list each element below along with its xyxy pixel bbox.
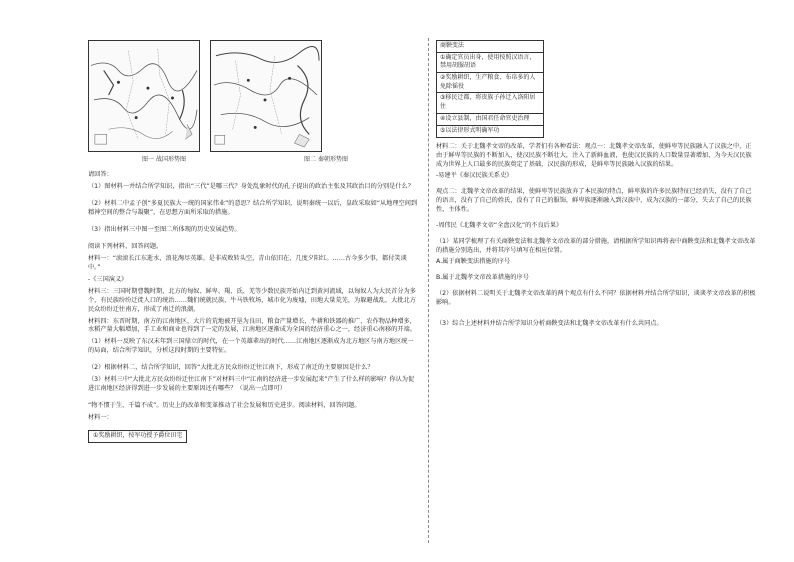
table-row: ⑤以法律形式明确军功 bbox=[437, 125, 543, 137]
material-poem: 材料一：“滚滚长江东逝水，浪花淘尽英雄。是非成败转头空，青山依旧在，几度夕阳红。……古今多少事，都付笑谈中。” bbox=[88, 254, 407, 271]
question-1: （1）图材料一并结合所学知识，指出“三代”是哪三代？身处乱象时代的孔子提出的政治主张及其政治目的分别是什么？ bbox=[88, 182, 414, 190]
table-row: ④设立县制，由国君任命官吏治理 bbox=[437, 113, 543, 125]
reading-instruction: 阅读下列材料，回答问题。 bbox=[88, 242, 163, 250]
source-2: -周伟民《北魏孝文帝“全盘汉化”的不良后果》 bbox=[436, 221, 563, 229]
qin-dynasty-map-drawing bbox=[211, 41, 321, 151]
table-row: ③移民迁都，将贵族子孙迁入洛阳居住 bbox=[437, 92, 543, 112]
material-4: 材料四：东晋时期，南方的江南地区，大片的荒地被开垦为良田，粮食产量增长，牛耕和铁器的推广，农作物品种增多，水稻产量大幅增加，手工业和商业也得到了一定的发展，江南地区逐渐成为全国的经济重心之一，经济重心南移的开端。 bbox=[88, 317, 416, 334]
map-caption-2: 图二 秦朝形势图 bbox=[304, 156, 348, 163]
table-head: 商鞅变法 bbox=[440, 42, 465, 49]
map-captions bbox=[88, 156, 418, 165]
warring-states-map-drawing bbox=[89, 41, 199, 151]
column-divider bbox=[428, 38, 429, 543]
boxed-measure: ①奖励耕织，按军功授予爵位田宅 bbox=[88, 430, 187, 443]
source-1: -易建平《秦汉民族关系史》 bbox=[436, 171, 513, 179]
poem-source: -《三国演义》 bbox=[88, 275, 128, 283]
answer-a: A.属于商鞅变法措施的序号 bbox=[436, 257, 511, 265]
material-3: 材料三：三国时期曹魏时期，北方的匈奴、鲜卑、羯、氐、羌等少数民族开始内迁到黄河流域，以匈奴人为大民首分为多个，有民族纷纷迁徙人口的统治……魏们统就民族，牛马铁牧场，城市化为废墟，田地大量荒芜，为躲避战乱，大批北方民众纷纷迁往南方，形成了南迁的浪潮。 bbox=[88, 287, 416, 313]
right-question-1: （1）某同学梳理了有关商鞅变法和北魏孝文帝改革的部分措施，请根据所学知识再将表中商鞅变法和北魏孝文帝改革的措施分别选出，并将其序号填写在相应位置。 bbox=[436, 237, 756, 254]
reform-quote: “物不惯于生，千篇不成”。历史上的改革和变革推动了社会发展和历史进步。阅读材料，回答问题。 bbox=[88, 402, 361, 410]
table-row: ①确定官员出身，使用按照汉语言，禁用胡服胡语 bbox=[437, 52, 543, 72]
question-6: （3）材料三中“大批北方民众纷纷迁往江南下”对材料三中“江南的经济进一步发展起来”产生了什么样的影响？你认为促进江南地区经济得到进一步发展的主要原因还有哪些？（说出一点即可） bbox=[88, 376, 415, 393]
question-2: （2）材料二中孟子创“多夏民族大一统的国家伟业”的意思？结合所学知识，说明秦统一以后，皇政采取如“从地理空间到精神空间的整合与凝聚”，在思想方面所采取的措施。 bbox=[88, 199, 418, 216]
material-2: 材料二：关于北魏孝文帝的改革，学者们有各种看法：观点一：北魏孝文帝改革，使鲜卑等民族融入了汉族之中，正由于鲜卑等民族的不断加入，使汉民族不断壮大，注入了新鲜血液，也使汉民族的人口数量显著增加，为今天汉民族成为世界上人口最多的民族奠定了基础，汉民族的形成，是鲜卑等民族融入汉族的结果。 bbox=[436, 142, 752, 168]
answer-prompt: 请回答： bbox=[88, 170, 113, 178]
viewpoint-2: 观点二：北魏孝文帝改革的结果，使鲜卑等民族放弃了本民族的特点，鲜卑族的许多民族特征已经消失，没有了自己的语言，没有了自己的姓氏，没有了自己的服饰，鲜卑族逐渐融入到汉族中，成为汉族的一部分，失去了自己的民族性，主体性。 bbox=[436, 187, 752, 213]
table-row: ②奖励耕织，生产粮食、布帛多的人免除徭役 bbox=[437, 72, 543, 92]
question-4: （1）材料一反映了东汉末年到三国鼎立的时代，在一个英雄辈出的时代……江南地区逐渐成为北方地区与南方地区统一的局面，结合所学知识，分析这段时期的主要特征。 bbox=[88, 338, 414, 355]
answer-b: B.属于北魏孝文帝改革措施的序号 bbox=[436, 273, 529, 281]
material-label: 材料一： bbox=[88, 414, 113, 422]
reform-measures-table bbox=[436, 40, 544, 138]
warring-states-map bbox=[88, 40, 200, 152]
right-question-2: （2）依据材料二说明关于北魏孝文帝改革的两个观点有什么不同？依据材料并结合所学知识，谈谈孝文帝改革的积极影响。 bbox=[436, 289, 756, 306]
qin-dynasty-map bbox=[210, 40, 322, 152]
map-row bbox=[88, 40, 418, 152]
question-5: （2）根据材料二，结合所学知识，回答“大批北方民众纷纷迁往江南下，形成了南迁的主要原因是什么？ bbox=[88, 364, 374, 372]
question-3: （3）指出材料三中图一至图二所体现的历史发展趋势。 bbox=[88, 225, 241, 233]
map-caption-1: 图一 战国形势图 bbox=[142, 156, 186, 163]
right-column bbox=[436, 40, 756, 331]
left-column bbox=[88, 40, 418, 443]
right-question-3: （3）综合上述材料并结合所学知识分析商鞅变法和北魏孝文帝改革有什么共同点。 bbox=[436, 319, 663, 327]
